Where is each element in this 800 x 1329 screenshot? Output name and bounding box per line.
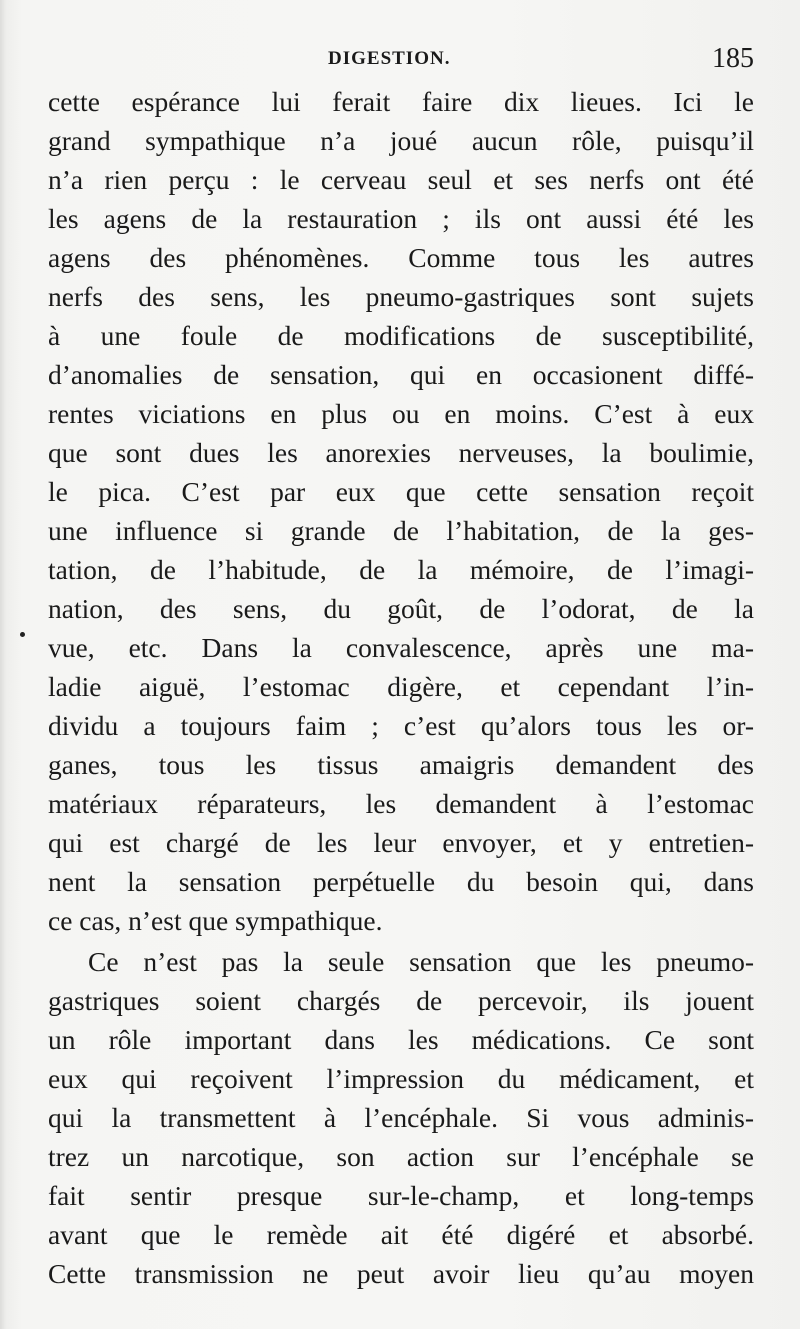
text-line: dividu a toujours faim ; c’est qu’alors tous les or-: [48, 710, 754, 741]
text-line: ganes, tous les tissus amaigris demandent des: [48, 749, 754, 780]
text-line: ce cas, n’est que sympathique.: [48, 905, 383, 936]
margin-speck: [20, 632, 25, 637]
body-text: [48, 82, 754, 1293]
text-line: matériaux réparateurs, les demandent à l’estomac: [48, 788, 754, 819]
page-header: [0, 44, 800, 74]
page-number: 185: [712, 43, 754, 74]
running-head: DIGESTION.: [328, 48, 451, 69]
text-line: tation, de l’habitude, de la mémoire, de l’imagi-: [48, 554, 754, 585]
text-line: grand sympathique n’a joué aucun rôle, puisqu’il: [48, 125, 754, 156]
text-line: que sont dues les anorexies nerveuses, la boulimie,: [48, 437, 754, 468]
text-line: fait sentir presque sur-le-champ, et long-temps: [48, 1180, 754, 1211]
text-line: d’anomalies de sensation, qui en occasionent diffé-: [48, 359, 754, 390]
paragraph-1: [48, 82, 754, 940]
text-line: nation, des sens, du goût, de l’odorat, de la: [48, 593, 754, 624]
text-line: rentes viciations en plus ou en moins. C’est à eux: [48, 398, 754, 429]
text-line: vue, etc. Dans la convalescence, après une ma-: [48, 632, 754, 663]
text-line: une influence si grande de l’habitation, de la ges-: [48, 515, 754, 546]
text-line: qui est chargé de les leur envoyer, et y entretien-: [48, 827, 754, 858]
text-line: ladie aiguë, l’estomac digère, et cependant l’in-: [48, 671, 754, 702]
text-line: le pica. C’est par eux que cette sensation reçoit: [48, 476, 754, 507]
text-line: à une foule de modifications de susceptibilité,: [48, 320, 754, 351]
text-line: avant que le remède ait été digéré et absorbé.: [48, 1219, 754, 1250]
text-line: n’a rien perçu : le cerveau seul et ses nerfs ont été: [48, 164, 754, 195]
text-line: eux qui reçoivent l’impression du médicament, et: [48, 1063, 754, 1094]
paragraph-2: [48, 942, 754, 1293]
text-line: les agens de la restauration ; ils ont aussi été les: [48, 203, 754, 234]
text-line: nent la sensation perpétuelle du besoin qui, dans: [48, 866, 754, 897]
text-line: qui la transmettent à l’encéphale. Si vous adminis-: [48, 1102, 754, 1133]
text-line: nerfs des sens, les pneumo-gastriques sont sujets: [48, 281, 754, 312]
text-line: un rôle important dans les médications. Ce sont: [48, 1024, 754, 1055]
text-line: Ce n’est pas la seule sensation que les pneumo-: [88, 946, 754, 977]
text-line: Cette transmission ne peut avoir lieu qu’au moyen: [48, 1258, 754, 1289]
text-line: agens des phénomènes. Comme tous les autres: [48, 242, 754, 273]
text-line: gastriques soient chargés de percevoir, ils jouent: [48, 985, 754, 1016]
text-line: cette espérance lui ferait faire dix lieues. Ici le: [48, 86, 754, 117]
text-line: trez un narcotique, son action sur l’encéphale se: [48, 1141, 754, 1172]
